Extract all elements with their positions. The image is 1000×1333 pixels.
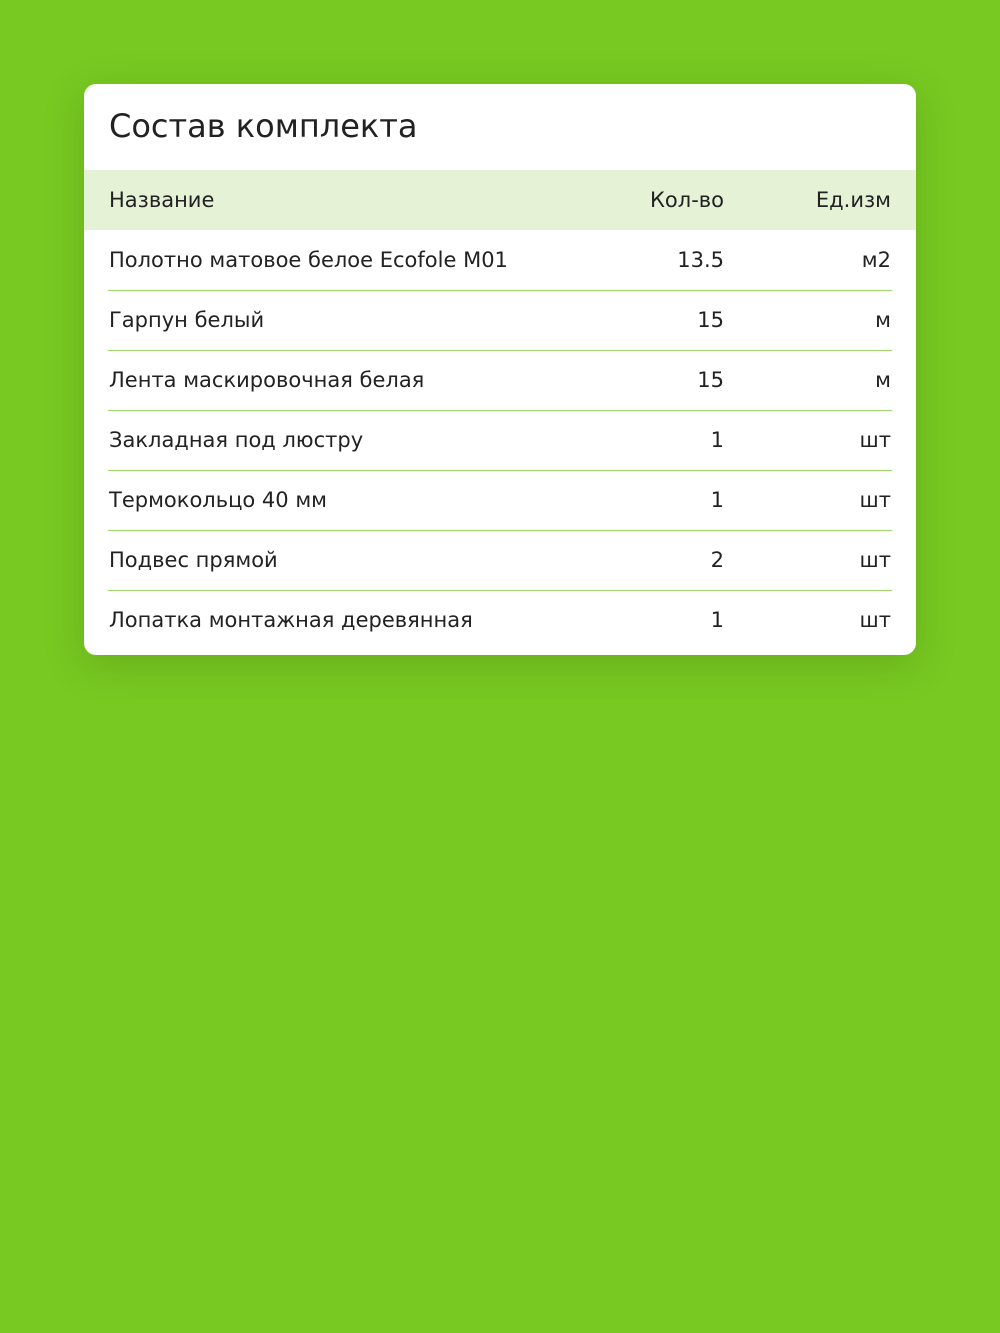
- column-header-qty: Кол-во: [650, 188, 724, 212]
- item-qty: 13.5: [677, 248, 724, 272]
- table-row: [84, 590, 916, 650]
- item-name: Гарпун белый: [109, 308, 265, 332]
- item-qty: 15: [697, 368, 724, 392]
- table-header-row: [84, 170, 916, 230]
- item-name: Закладная под люстру: [109, 428, 364, 452]
- kit-contents-card: [84, 84, 916, 655]
- item-unit: шт: [859, 548, 891, 572]
- card-title: Состав комплекта: [109, 107, 418, 145]
- item-unit: м: [875, 368, 891, 392]
- item-unit: м: [875, 308, 891, 332]
- item-qty: 1: [710, 488, 724, 512]
- column-header-unit: Ед.изм: [815, 188, 891, 212]
- item-unit: м2: [861, 248, 891, 272]
- table-row: [84, 530, 916, 590]
- item-name: Лопатка монтажная деревянная: [109, 608, 473, 632]
- item-unit: шт: [859, 488, 891, 512]
- item-qty: 1: [710, 428, 724, 452]
- table-row: [84, 410, 916, 470]
- table-row: [84, 350, 916, 410]
- item-unit: шт: [859, 608, 891, 632]
- item-name: Подвес прямой: [109, 548, 278, 572]
- item-name: Лента маскировочная белая: [109, 368, 425, 392]
- table-row: [84, 290, 916, 350]
- item-name: Термокольцо 40 мм: [109, 488, 327, 512]
- table-row: [84, 470, 916, 530]
- item-qty: 1: [710, 608, 724, 632]
- column-header-name: Название: [109, 188, 215, 212]
- table-row: [84, 230, 916, 290]
- item-unit: шт: [859, 428, 891, 452]
- item-name: Полотно матовое белое Ecofole M01: [109, 248, 508, 272]
- kit-table: [84, 170, 916, 650]
- item-qty: 2: [710, 548, 724, 572]
- item-qty: 15: [697, 308, 724, 332]
